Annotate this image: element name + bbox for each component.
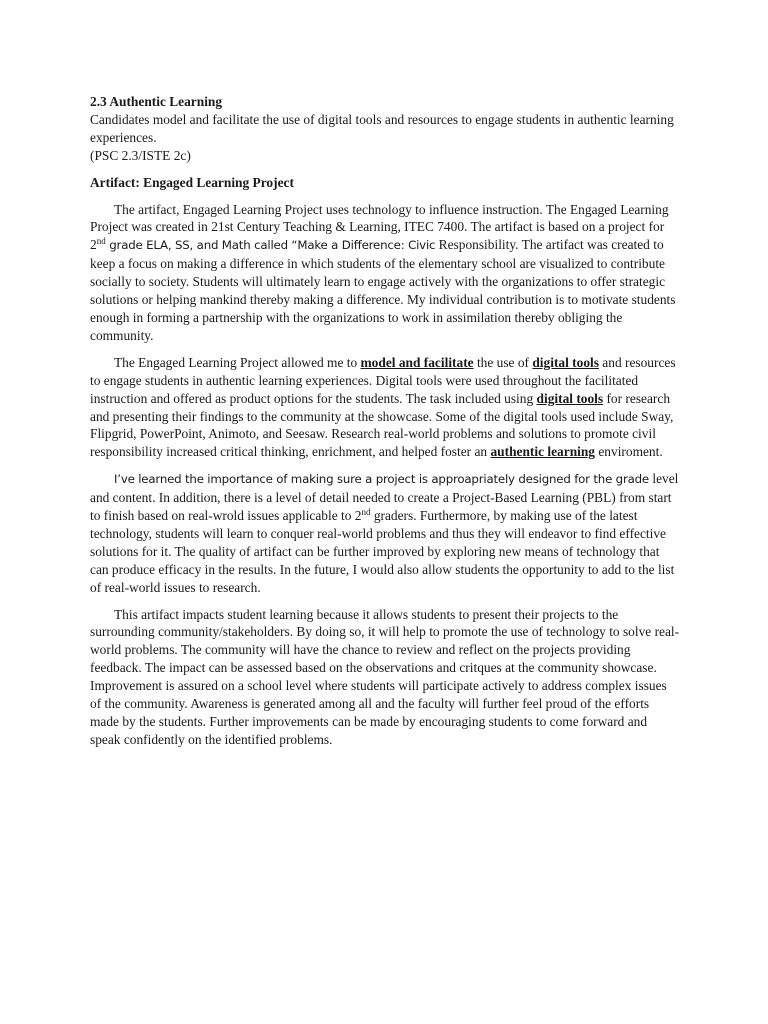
paragraph1-superscript: nd	[96, 236, 106, 247]
paragraph3-text-b: level and content. In addition, there is a level of detail needed to create a Project-Based Learning (PBL) from start to finish based on real-wrold issues applicable to 2	[90, 471, 679, 524]
paragraph3-text-c: graders. Furthermore, by making use of the latest technology, students will learn to conquer real-world problems and thus they will endeavor to find effective solutions for it. The quality of artifact can be further improved by exploring new means of technology that can produce efficacy in the results. In the future, I would also allow students the opportunity to add to the list of real-world issues to research.	[90, 508, 675, 595]
paragraph2-text-a: The Engaged Learning Project allowed me to	[114, 354, 361, 370]
artifact-title: Artifact: Engaged Learning Project	[90, 174, 294, 190]
paragraph4-text: This artifact impacts student learning because it allows students to present their projects to the surrounding community/stakeholders. By doing so, it will help to promote the use of technology to solve real-world problems. The community will have the chance to review and reflect on the projects providing feedback. The impact can be assessed based on the observations and critques at the community showcase. Improvement is assured on a school level where students will participate actively to address complex issues of the community. Awareness is generated among all and the faculty will further feel proud of the efforts made by the students. Further improvements can be made by encouraging students to come forward and speak confidently on the identified problems.	[90, 606, 680, 747]
paragraph-reflection	[90, 470, 680, 596]
emphasis-digital-tools-2: digital tools	[536, 390, 604, 406]
paragraph2-text-c: and resources to engage students in authentic learning experiences. Digital tools were used throughout the facilitated instruction and offered as product options for the students. The task included using	[90, 354, 676, 406]
paragraph1-text-a: The artifact, Engaged Learning Project uses technology to influence instruction. The Engaged Learning Project was created in 21st Century Teaching & Learning, ITEC 7400. The artifact is based on a project for 2	[90, 201, 669, 253]
emphasis-authentic-learning: authentic learning	[490, 444, 596, 460]
document-body	[90, 93, 680, 758]
paragraph1-text-b: grade ELA, SS, and Math called “Make a Difference: Civic	[105, 238, 436, 253]
spacer	[90, 192, 680, 201]
paragraph-tools-usage	[90, 354, 680, 461]
paragraph2-text-b: the use of	[473, 354, 533, 370]
section-description: Candidates model and facilitate the use of digital tools and resources to engage students in authentic learning experiences.	[90, 111, 674, 145]
paragraph3-superscript: nd	[361, 507, 371, 518]
spacer	[90, 165, 680, 174]
paragraph-impact	[90, 606, 680, 749]
paragraph-artifact-description	[90, 201, 680, 345]
paragraph2-text-e: enviroment.	[595, 444, 663, 460]
section-title: 2.3 Authentic Learning	[90, 94, 223, 109]
emphasis-model-and-facilitate: model and facilitate	[360, 354, 474, 370]
paragraph2-text-d: for research and presenting their findings to the community at the showcase. Some of the digital tools used include Sway, Flipgrid, PowerPoint, Animoto, and Seesaw. Research real-world problems and solutions to promote civil responsibility increased critical thinking, enrichment, and helped foster an	[90, 390, 674, 460]
emphasis-digital-tools: digital tools	[532, 354, 599, 370]
section-standard: (PSC 2.3/ISTE 2c)	[90, 147, 191, 163]
paragraph1-text-c: Responsibility. The artifact was created to keep a focus on making a difference in which students of the elementary school are visualized to contribute socially to society. Students will ultimately learn to engage actively with the organizations to offer strategic solutions or helping mankind thereby making a difference. My individual contribution is to motivate students enough in forming a partnership with the organizations to work in assimilation thereby obliging the community.	[90, 237, 676, 343]
paragraph3-text-a: I’ve learned the importance of making sure a project is approapriately designed for the grade	[114, 472, 649, 487]
